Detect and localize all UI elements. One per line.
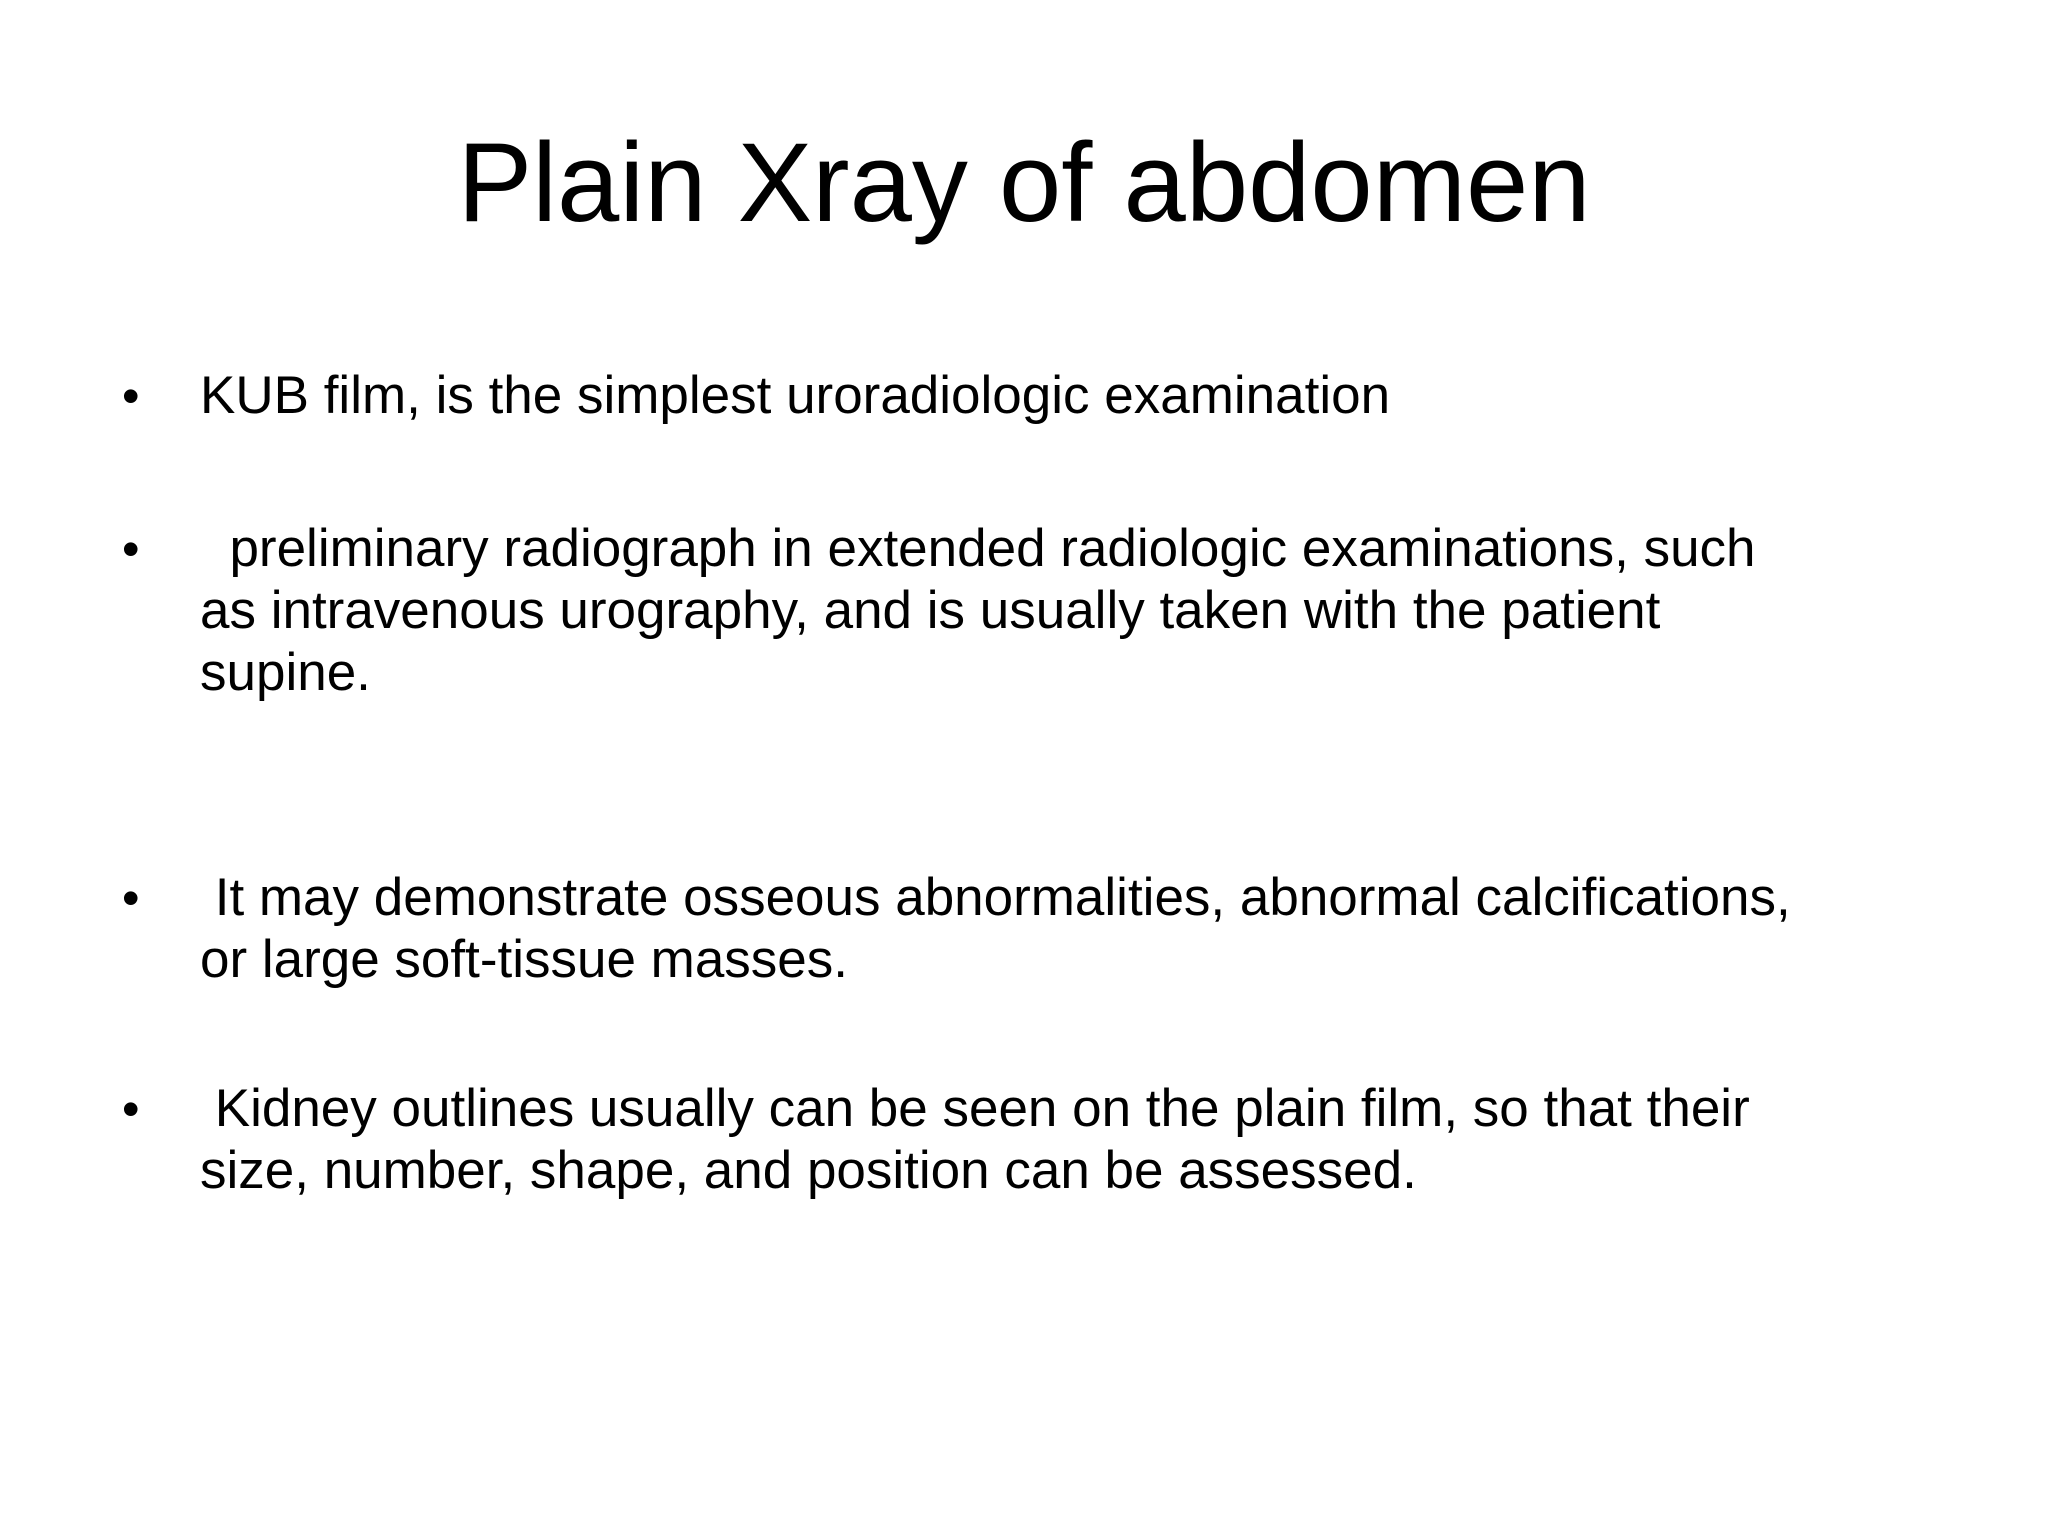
bullet-icon: • <box>122 521 140 577</box>
bullet-text: preliminary radiograph in extended radiologic examinations, such as intravenous urography, and is usually taken with the patient supine. <box>200 519 1756 702</box>
bullet-icon: • <box>122 870 140 926</box>
bullet-icon: • <box>122 368 140 424</box>
bullet-icon: • <box>122 1081 140 1137</box>
bullet-text: It may demonstrate osseous abnormalities, abnormal calcifications, or large soft-tissue masses. <box>200 868 1791 989</box>
slide-title: Plain Xray of abdomen <box>457 120 1591 245</box>
bullet-text: KUB film, is the simplest uroradiologic examination <box>200 366 1391 425</box>
bullet-text: Kidney outlines usually can be seen on the plain film, so that their size, number, shape, and position can be assessed. <box>200 1079 1750 1200</box>
